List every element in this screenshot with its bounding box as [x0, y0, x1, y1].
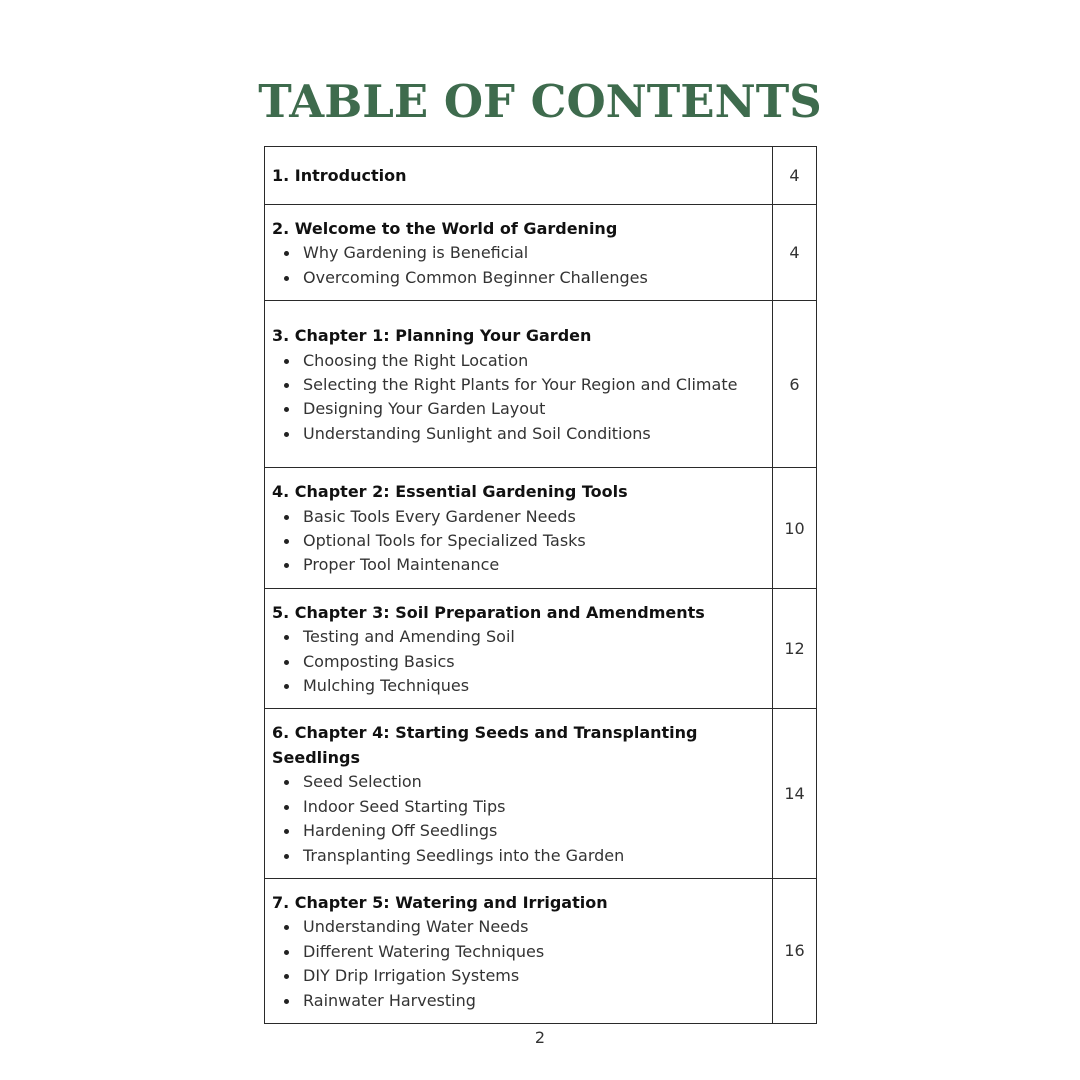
toc-subitem: Basic Tools Every Gardener Needs — [272, 505, 766, 529]
toc-subitem-list — [272, 505, 766, 578]
toc-page-number: 12 — [773, 588, 817, 709]
toc-subitem: Why Gardening is Beneficial — [272, 241, 766, 265]
toc-entry-cell — [265, 588, 773, 709]
toc-entry-cell — [265, 468, 773, 589]
toc-chapter-title: 4. Chapter 2: Essential Gardening Tools — [272, 482, 628, 502]
toc-subitem: Understanding Water Needs — [272, 915, 766, 939]
toc-entry-cell — [265, 147, 773, 205]
toc-chapter-title: 7. Chapter 5: Watering and Irrigation — [272, 892, 608, 912]
toc-chapter-title: 2. Welcome to the World of Gardening — [272, 219, 618, 238]
toc-subitem: Testing and Amending Soil — [272, 625, 766, 649]
toc-subitem-list — [272, 915, 766, 1013]
toc-subitem: Different Watering Techniques — [272, 940, 766, 964]
toc-subitem: Understanding Sunlight and Soil Conditions — [272, 422, 766, 446]
toc-row — [265, 147, 817, 205]
toc-subitem: DIY Drip Irrigation Systems — [272, 964, 766, 988]
toc-page-number: 16 — [773, 878, 817, 1023]
toc-subitem: Overcoming Common Beginner Challenges — [272, 266, 766, 290]
toc-page-number: 4 — [773, 147, 817, 205]
toc-entry-cell — [265, 709, 773, 878]
toc-subitem: Mulching Techniques — [272, 674, 766, 698]
toc-entry-cell — [265, 205, 773, 301]
toc-subitem-list — [272, 770, 766, 868]
toc-table — [264, 146, 817, 1024]
toc-page-number: 10 — [773, 468, 817, 589]
toc-subitem: Hardening Off Seedlings — [272, 819, 766, 843]
toc-chapter-title: 6. Chapter 4: Starting Seeds and Transplanting Seedlings — [272, 723, 698, 767]
toc-row — [265, 709, 817, 878]
toc-subitem: Choosing the Right Location — [272, 349, 766, 373]
toc-subitem: Rainwater Harvesting — [272, 989, 766, 1013]
toc-subitem: Proper Tool Maintenance — [272, 553, 766, 577]
page-number: 2 — [534, 1028, 546, 1047]
toc-subitem-list — [272, 349, 766, 447]
toc-row — [265, 468, 817, 589]
toc-chapter-title: 3. Chapter 1: Planning Your Garden — [272, 326, 592, 346]
toc-subitem-list — [272, 625, 766, 698]
toc-subitem: Indoor Seed Starting Tips — [272, 795, 766, 819]
toc-row — [265, 588, 817, 709]
toc-row — [265, 878, 817, 1023]
toc-entry-cell — [265, 301, 773, 468]
toc-subitem: Selecting the Right Plants for Your Region and Climate — [272, 373, 766, 397]
toc-subitem-list — [272, 241, 766, 290]
toc-subitem: Seed Selection — [272, 770, 766, 794]
toc-page-number: 4 — [773, 205, 817, 301]
toc-chapter-title: 5. Chapter 3: Soil Preparation and Amendments — [272, 602, 705, 622]
toc-chapter-title: 1. Introduction — [272, 166, 407, 186]
toc-page-number: 6 — [773, 301, 817, 468]
toc-subitem: Optional Tools for Specialized Tasks — [272, 529, 766, 553]
toc-row — [265, 301, 817, 468]
toc-entry-cell — [265, 878, 773, 1023]
toc-row — [265, 205, 817, 301]
page-title: TABLE OF CONTENTS — [258, 75, 822, 128]
toc-subitem: Composting Basics — [272, 650, 766, 674]
toc-page-number: 14 — [773, 709, 817, 878]
toc-subitem: Designing Your Garden Layout — [272, 397, 766, 421]
toc-subitem: Transplanting Seedlings into the Garden — [272, 844, 766, 868]
